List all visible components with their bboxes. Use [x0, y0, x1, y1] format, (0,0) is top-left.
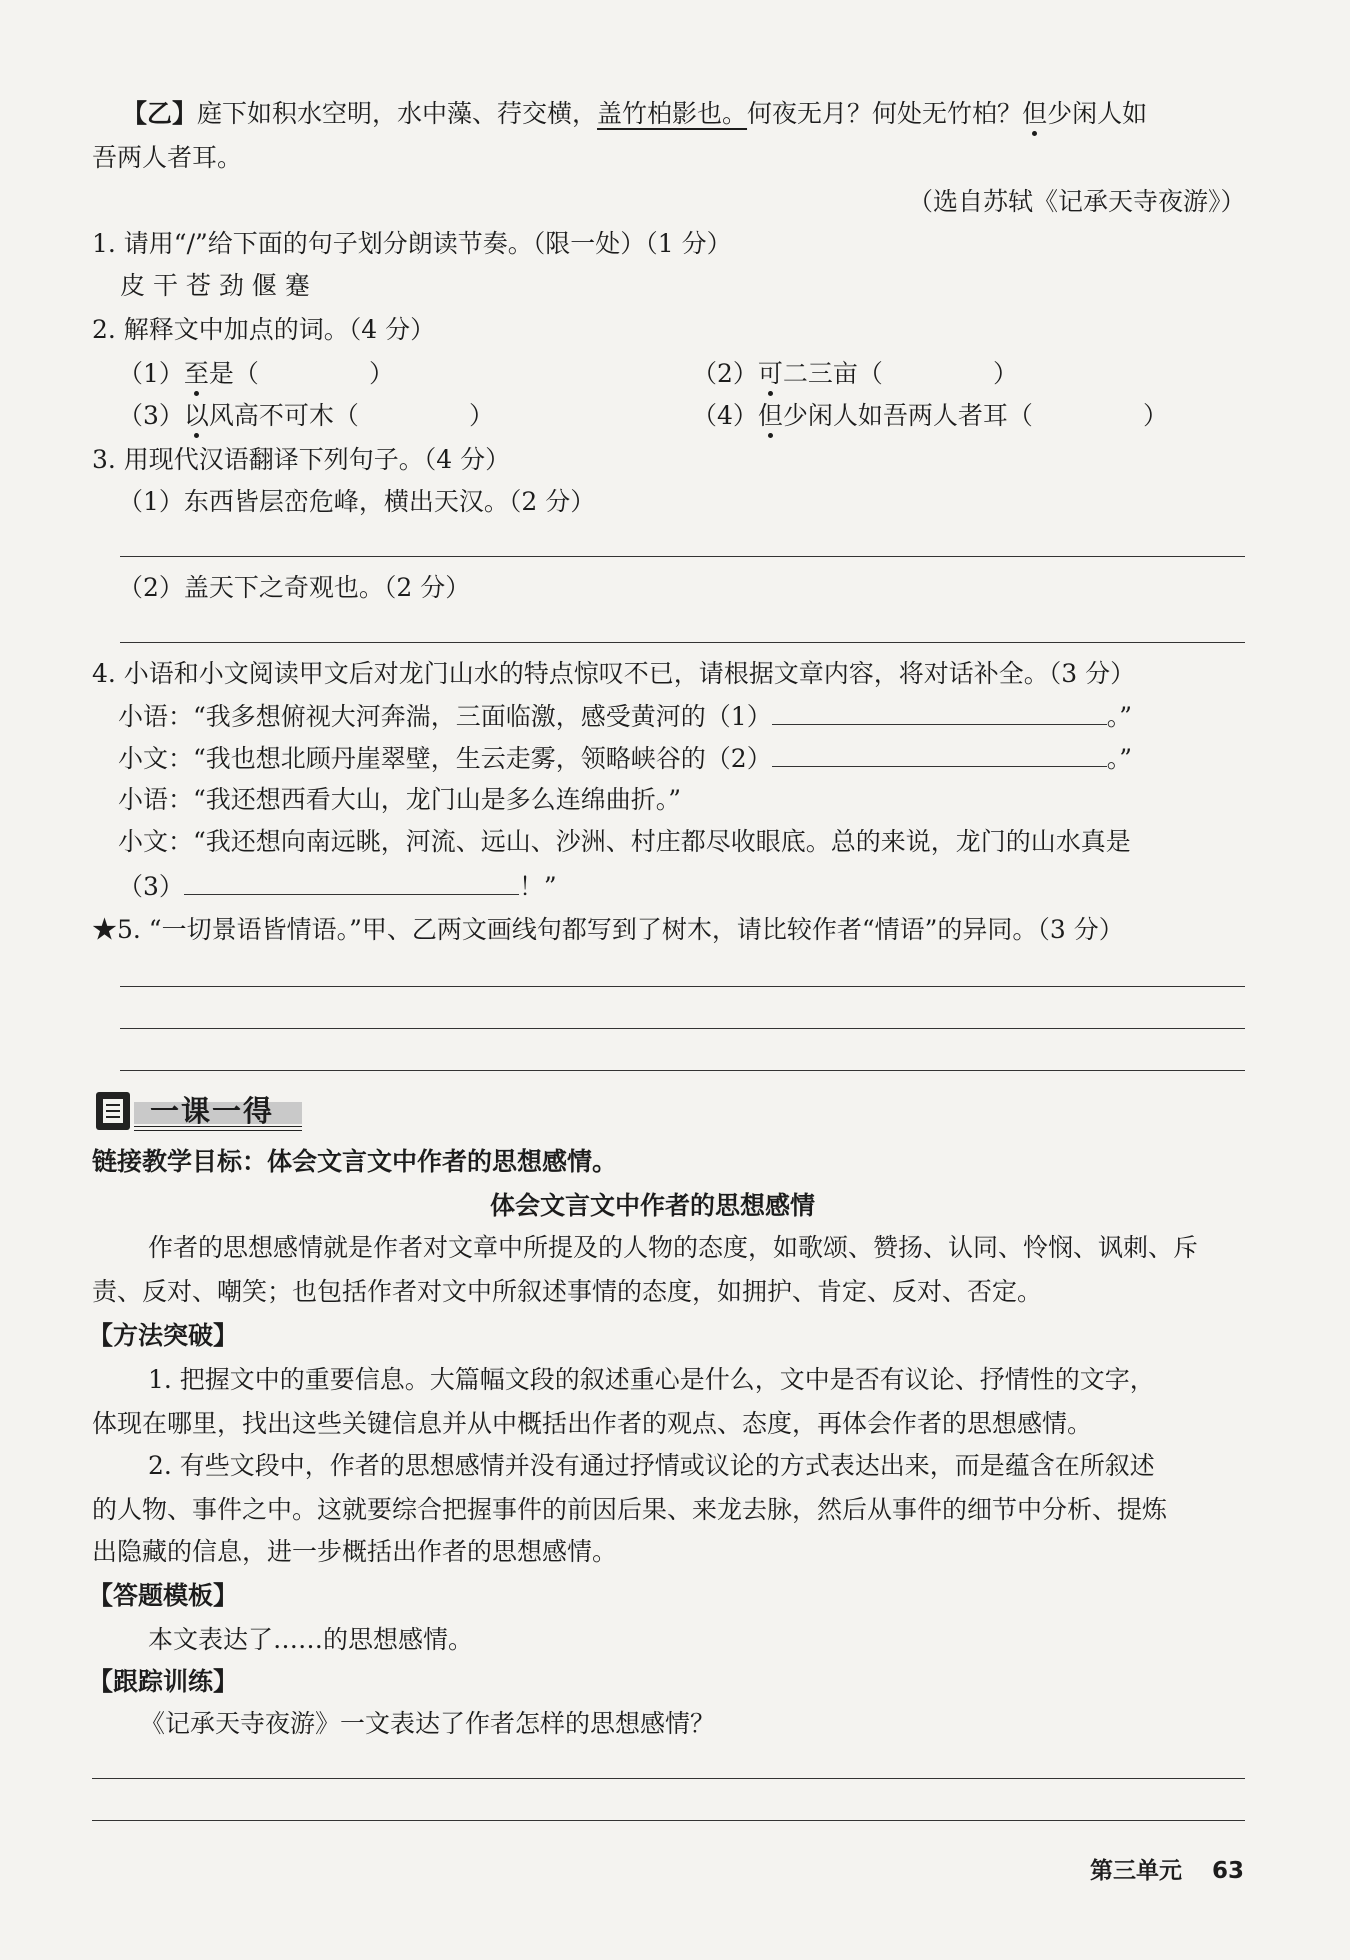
dialogue-line-2 [118, 742, 1132, 775]
item-text: 是（ [208, 359, 259, 388]
answer-line[interactable] [120, 986, 1245, 987]
dotted-char: 可 [757, 359, 783, 388]
passage-text: 少闲人如 [1047, 99, 1148, 128]
question-2-stem: 2. 解释文中加点的词。（4 分） [92, 315, 436, 344]
template-text: 本文表达了……的思想感情。 [148, 1625, 474, 1654]
teaching-goal: 链接教学目标：体会文言文中作者的思想感情。 [92, 1147, 618, 1176]
answer-line[interactable] [120, 1070, 1245, 1071]
dotted-char: 但 [757, 401, 783, 430]
method-2-line-2: 的人物、事件之中。这就要综合把握事件的前因后果、来龙去脉，然后从事件的细节中分析、提炼 [92, 1495, 1168, 1524]
question-3-sentence-1: （1）东西皆层峦危峰，横出天汉。（2 分） [118, 487, 596, 516]
answer-line[interactable] [120, 1028, 1245, 1029]
template-heading: 【答题模板】 [88, 1581, 239, 1610]
page-footer [1090, 1852, 1244, 1885]
question-3-stem: 3. 用现代汉语翻译下列句子。（4 分） [92, 445, 511, 474]
item-number: （1） [118, 359, 184, 388]
banner-title: 一课一得 [150, 1094, 275, 1128]
practice-heading: 【跟踪训练】 [88, 1667, 239, 1696]
paren-close: ） [468, 401, 494, 430]
method-2-line-1: 2. 有些文段中，作者的思想感情并没有通过抒情或议论的方式表达出来，而是蕴含在所叙述 [148, 1451, 1155, 1480]
dialogue-line-1 [118, 700, 1132, 733]
dotted-char: 但 [1022, 99, 1048, 128]
notebook-icon [96, 1092, 130, 1130]
dotted-char: 至 [183, 359, 209, 388]
fill-blank-2[interactable] [772, 742, 1107, 767]
method-heading: 【方法突破】 [88, 1321, 239, 1350]
dialogue-text: 。” [1106, 744, 1132, 773]
fill-blank-1[interactable] [772, 700, 1107, 725]
answer-line[interactable] [120, 556, 1245, 557]
section-title: 体会文言文中作者的思想感情 [490, 1191, 816, 1220]
question-2-item-2 [692, 358, 1018, 390]
dotted-char: 以 [183, 401, 209, 430]
dialogue-text: 小文：“我也想北顾丹崖翠壁，生云走雾，领略峡谷的（2） [118, 744, 772, 773]
intro-line-2: 责、反对、嘲笑；也包括作者对文中所叙述事情的态度，如拥护、肯定、反对、否定。 [92, 1277, 1043, 1306]
question-2-item-3 [118, 400, 494, 432]
paren-close: ） [1142, 401, 1168, 430]
dialogue-line-3: 小语：“我还想西看大山，龙门山是多么连绵曲折。” [118, 785, 682, 814]
paren-close: ） [992, 359, 1018, 388]
item-number: （2） [692, 359, 758, 388]
passage-text: 何夜无月？何处无竹柏？ [747, 99, 1023, 128]
question-2-item-1 [118, 358, 394, 390]
question-1-stem: 1. 请用“/”给下面的句子划分朗读节奏。（限一处）（1 分） [92, 229, 732, 258]
question-5-stem: ★5. “一切景语皆情语。”甲、乙两文画线句都写到了树木，请比较作者“情语”的异同。（3 分） [92, 915, 1124, 944]
passage-b-line-1 [122, 98, 1147, 130]
item-number: （4） [692, 401, 758, 430]
method-2-line-3: 出隐藏的信息，进一步概括出作者的思想感情。 [92, 1537, 618, 1566]
question-2-item-4 [692, 400, 1168, 432]
page-number: 63 [1212, 1858, 1245, 1884]
dialogue-line-4: 小文：“我还想向南远眺，河流、远山、沙洲、村庄都尽收眼底。总的来说，龙门的山水真是 [118, 827, 1131, 856]
answer-line[interactable] [92, 1820, 1245, 1821]
dialogue-text: ！” [518, 872, 557, 901]
dialogue-text: （3） [118, 872, 184, 901]
intro-line-1: 作者的思想感情就是作者对文章中所提及的人物的态度，如歌颂、赞扬、认同、怜悯、讽刺、斥 [148, 1233, 1199, 1262]
answer-line[interactable] [120, 642, 1245, 643]
practice-question: 《记承天寺夜游》一文表达了作者怎样的思想感情？ [140, 1709, 716, 1738]
question-4-stem: 4. 小语和小文阅读甲文后对龙门山水的特点惊叹不已，请根据文章内容，将对话补全。（3 分） [92, 659, 1136, 688]
item-text: 少闲人如吾两人者耳（ [782, 401, 1033, 430]
passage-text: 庭下如积水空明，水中藻、荇交横， [197, 99, 598, 128]
item-text: 风高不可木（ [208, 401, 359, 430]
dialogue-text: 小语：“我多想俯视大河奔湍，三面临激，感受黄河的（1） [118, 702, 772, 731]
item-text: 二三亩（ [782, 359, 883, 388]
underlined-sentence: 盖竹柏影也。 [597, 99, 748, 128]
passage-source: （选自苏轼《记承天寺夜游》） [908, 187, 1246, 216]
fill-blank-3[interactable] [184, 870, 519, 895]
method-1-line-1: 1. 把握文中的重要信息。大篇幅文段的叙述重心是什么，文中是否有议论、抒情性的文字， [148, 1365, 1155, 1394]
dialogue-line-5 [118, 870, 557, 903]
item-number: （3） [118, 401, 184, 430]
lesson-banner [92, 1092, 302, 1132]
paren-close: ） [368, 359, 394, 388]
unit-label: 第三单元 [1090, 1858, 1182, 1884]
question-3-sentence-2: （2）盖天下之奇观也。（2 分） [118, 573, 471, 602]
question-1-sentence: 皮 干 苍 劲 偃 蹇 [120, 271, 310, 300]
dialogue-text: 。” [1106, 702, 1132, 731]
passage-b-label: 【乙】 [122, 99, 198, 128]
method-1-line-2: 体现在哪里，找出这些关键信息并从中概括出作者的观点、态度，再体会作者的思想感情。 [92, 1409, 1093, 1438]
banner-stripe [134, 1130, 302, 1131]
passage-b-line-2: 吾两人者耳。 [92, 143, 243, 172]
answer-line[interactable] [92, 1778, 1245, 1779]
